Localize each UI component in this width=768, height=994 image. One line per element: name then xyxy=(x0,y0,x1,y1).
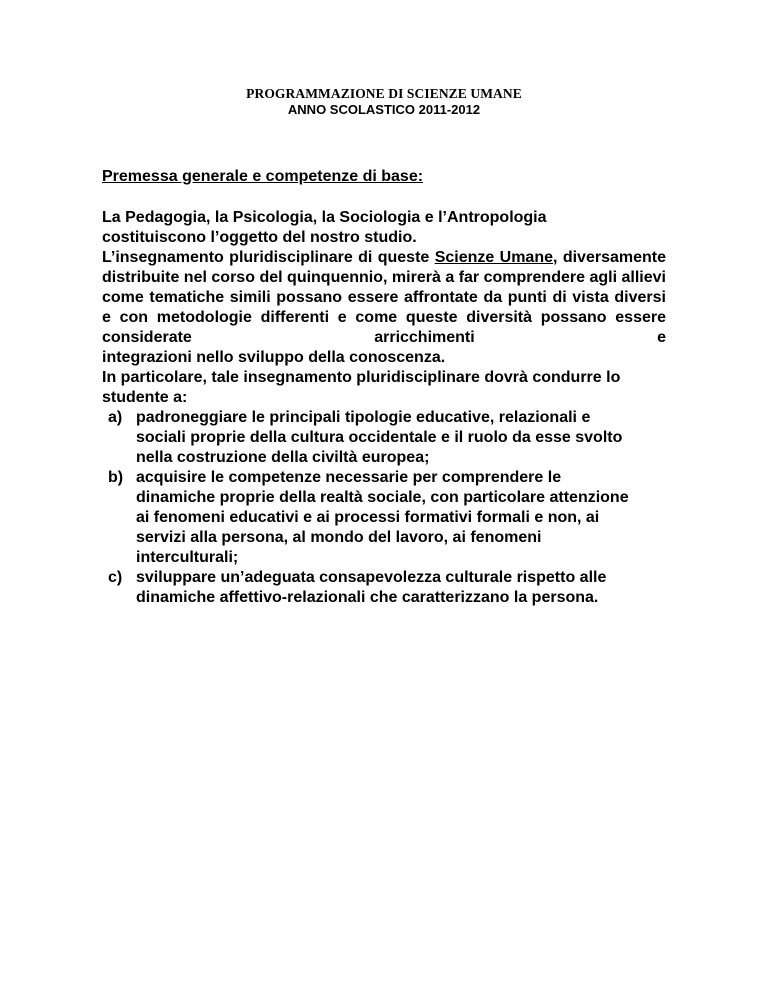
list-item xyxy=(102,568,636,608)
list-marker: a) xyxy=(108,409,123,426)
goals-list xyxy=(102,408,666,608)
list-marker: b) xyxy=(108,469,124,486)
methodology-paragraph xyxy=(102,248,666,348)
intro-line-2: costituiscono l’oggetto del nostro studio. xyxy=(102,229,417,246)
goals-intro-paragraph xyxy=(102,368,666,408)
document-body xyxy=(102,208,666,608)
document-title: PROGRAMMAZIONE DI SCIENZE UMANE xyxy=(246,86,522,101)
methodology-text-end: , diversamente distribuite nel corso del quinquennio, mirerà a far comprendere agli allievi come tematiche simili possano essere affrontate da punti di vista diversi e con metodologie differenti e come queste diversità possano essere considerate arricchimenti e xyxy=(102,249,667,346)
intro-line-1: La Pedagogia, la Psicologia, la Sociologia e l’Antropologia xyxy=(102,209,547,226)
list-item xyxy=(102,408,636,468)
methodology-last-line: integrazioni nello sviluppo della conoscenza. xyxy=(102,349,446,366)
goals-intro-line-1: In particolare, tale insegnamento pluridisciplinare dovrà condurre lo xyxy=(102,369,621,386)
list-item-text: padroneggiare le principali tipologie educative, relazionali e sociali proprie della cultura occidentale e il ruolo da esse svolto nella costruzione della civiltà europea; xyxy=(136,409,623,466)
section-heading: Premessa generale e competenze di base: xyxy=(102,168,424,185)
list-item xyxy=(102,468,636,568)
school-year: ANNO SCOLASTICO 2011-2012 xyxy=(287,102,481,117)
methodology-text-start: L’insegnamento pluridisciplinare di queste xyxy=(102,249,435,266)
list-item-text: acquisire le competenze necessarie per comprendere le dinamiche proprie della realtà sociale, con particolare attenzione ai fenomeni educativi e ai processi formativi formali e non, ai servizi alla persona, al mondo del lavoro, ai fenomeni interculturali; xyxy=(136,469,629,566)
goals-intro-line-2: studente a: xyxy=(102,389,188,406)
intro-paragraph xyxy=(102,208,666,248)
scienze-umane-underlined: Scienze Umane xyxy=(434,249,554,266)
list-marker: c) xyxy=(108,569,123,586)
list-item-text: sviluppare un’adeguata consapevolezza culturale rispetto alle dinamiche affettivo-relazionali che caratterizzano la persona. xyxy=(136,569,607,606)
document-header xyxy=(0,86,768,117)
